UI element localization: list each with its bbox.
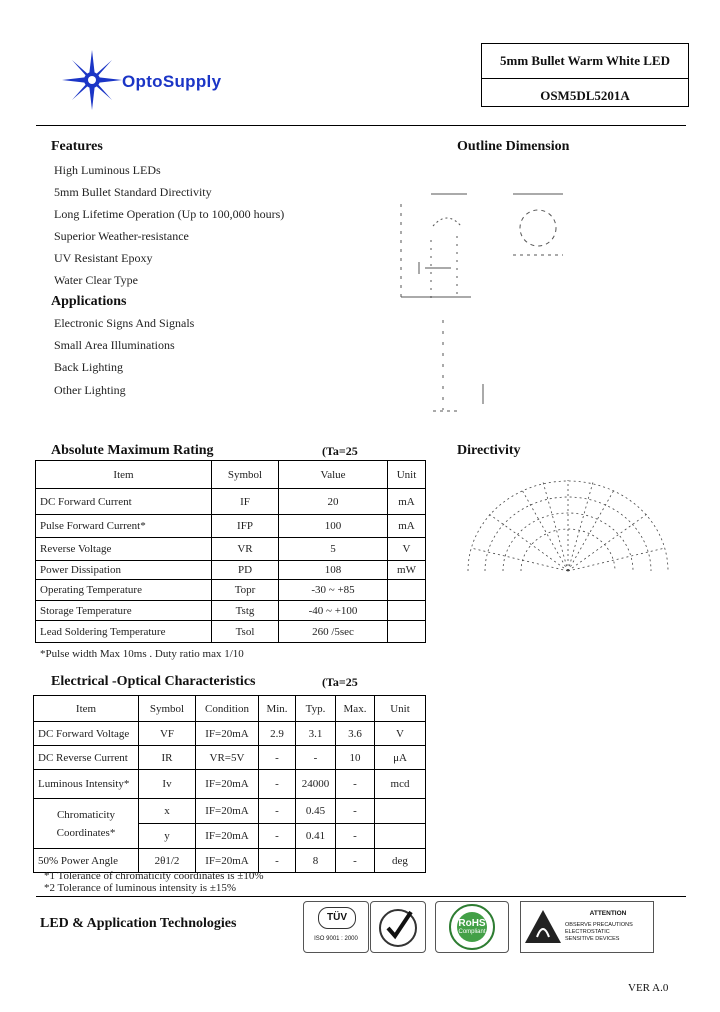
eo-note: *2 Tolerance of luminous intensity is ±15% (44, 882, 237, 894)
attention-line: ELECTROSTATIC (565, 929, 610, 935)
cell-value: 100 (279, 515, 388, 538)
table-row (36, 538, 426, 561)
cell-value: 5 (279, 538, 388, 561)
cell-unit: mcd (375, 770, 426, 799)
application-item: Other Lighting (54, 383, 126, 397)
title-box (481, 43, 689, 107)
feature-item: Water Clear Type (54, 273, 138, 287)
cell-min: 2.9 (259, 722, 296, 746)
feature-item: High Luminous LEDs (54, 163, 161, 177)
cell-unit (375, 824, 426, 849)
cell-max: - (336, 849, 375, 873)
application-item: Small Area Illuminations (54, 338, 175, 352)
col-header: Typ. (296, 696, 336, 722)
optosupply-star-icon (60, 48, 124, 112)
cell-condition: IF=20mA (196, 849, 259, 873)
cell-condition: IF=20mA (196, 799, 259, 824)
header-divider (36, 125, 686, 126)
table-row (34, 746, 426, 770)
col-header: Condition (196, 696, 259, 722)
abs-max-table (35, 460, 426, 643)
col-header: Max. (336, 696, 375, 722)
table-row (34, 722, 426, 746)
cell-max: - (336, 824, 375, 849)
cell-symbol: Iv (139, 770, 196, 799)
eo-table (33, 695, 426, 873)
esd-attention-badge (520, 901, 654, 953)
table-row (36, 561, 426, 580)
eo-heading: Electrical -Optical Characteristics (51, 674, 256, 689)
feature-item: Long Lifetime Operation (Up to 100,000 hours) (54, 207, 285, 221)
version-label: VER A.0 (628, 982, 669, 994)
table-row (36, 515, 426, 538)
cell-item-line: Chromaticity (56, 808, 116, 821)
cell-unit: mW (388, 561, 426, 580)
feature-item: Superior Weather-resistance (54, 229, 189, 243)
brand-name: OptoSupply (122, 72, 222, 91)
cell-max: 10 (336, 746, 375, 770)
esd-warning-icon (523, 907, 563, 947)
cell-typ: 3.1 (296, 722, 336, 746)
cell-item: Operating Temperature (36, 580, 212, 601)
feature-item: 5mm Bullet Standard Directivity (54, 185, 212, 199)
rohs-label: RoHS (458, 918, 486, 929)
cell-condition: VR=5V (196, 746, 259, 770)
footer-divider (36, 896, 686, 897)
cell-value: 20 (279, 489, 388, 515)
cell-unit (388, 621, 426, 643)
product-title: 5mm Bullet Warm White LED (500, 53, 670, 68)
cell-item: DC Forward Current (36, 489, 212, 515)
col-header: Symbol (212, 461, 279, 489)
application-item: Back Lighting (54, 360, 123, 374)
cell-unit: mA (388, 489, 426, 515)
outline-dimension-drawing (395, 180, 595, 420)
cell-symbol: VR (212, 538, 279, 561)
directivity-heading: Directivity (457, 443, 521, 458)
table-row (36, 489, 426, 515)
cell-unit: μA (375, 746, 426, 770)
cell-unit (388, 601, 426, 621)
abs-max-condition: (Ta=25 (322, 444, 358, 458)
cell-item-line: Coordinates* (56, 826, 116, 839)
abs-max-note: *Pulse width Max 10ms . Duty ratio max 1/10 (40, 648, 244, 660)
cell-typ: - (296, 746, 336, 770)
cell-item: Reverse Voltage (36, 538, 212, 561)
cell-unit (388, 580, 426, 601)
cell-condition: IF=20mA (196, 770, 259, 799)
col-header: Item (34, 696, 139, 722)
cell-typ: 8 (296, 849, 336, 873)
quality-circle-badge (370, 901, 426, 953)
application-item: Electronic Signs And Signals (54, 316, 195, 330)
cell-item: 50% Power Angle (34, 849, 139, 873)
applications-heading: Applications (51, 294, 127, 309)
col-header: Symbol (139, 696, 196, 722)
table-row (34, 849, 426, 873)
cell-symbol: VF (139, 722, 196, 746)
col-header: Unit (388, 461, 426, 489)
cell-typ: 0.45 (296, 799, 336, 824)
cell-value: -30 ~ +85 (279, 580, 388, 601)
company-name: LED & Application Technologies (40, 916, 237, 931)
cell-symbol: IR (139, 746, 196, 770)
features-heading: Features (51, 139, 103, 154)
abs-max-heading: Absolute Maximum Rating (51, 443, 214, 458)
cell-max: - (336, 770, 375, 799)
eo-note: *1 Tolerance of chromaticity coordinates is ±10% (44, 870, 264, 882)
iso-label: ISO 9001 : 2000 (314, 936, 358, 942)
tuv-iso-badge (303, 901, 369, 953)
cell-unit: V (388, 538, 426, 561)
cell-item: Power Dissipation (36, 561, 212, 580)
directivity-radiation-diagram (463, 476, 673, 576)
cell-unit (375, 799, 426, 824)
cell-item: Luminous Intensity* (34, 770, 139, 799)
table-row (36, 621, 426, 643)
cell-item (34, 799, 139, 849)
cell-min: - (259, 770, 296, 799)
cell-value: -40 ~ +100 (279, 601, 388, 621)
cell-max: - (336, 799, 375, 824)
table-row (36, 601, 426, 621)
table-row (34, 770, 426, 799)
cell-symbol: IFP (212, 515, 279, 538)
cell-symbol: IF (212, 489, 279, 515)
cell-min: - (259, 799, 296, 824)
cell-unit: V (375, 722, 426, 746)
cell-min: - (259, 849, 296, 873)
cell-unit: mA (388, 515, 426, 538)
cell-typ: 0.41 (296, 824, 336, 849)
cell-item: DC Forward Voltage (34, 722, 139, 746)
cell-symbol: PD (212, 561, 279, 580)
cell-symbol: 2θ1/2 (139, 849, 196, 873)
logo (60, 48, 280, 112)
cell-unit: deg (375, 849, 426, 873)
cell-item: Pulse Forward Current* (36, 515, 212, 538)
table-row (36, 580, 426, 601)
col-header: Min. (259, 696, 296, 722)
tuv-mark: TÜV (318, 907, 356, 929)
cell-item: DC Reverse Current (34, 746, 139, 770)
attention-line: SENSITIVE DEVICES (565, 936, 620, 942)
cell-typ: 24000 (296, 770, 336, 799)
rohs-compliant-label: Compliant (458, 929, 486, 935)
cell-symbol: x (139, 799, 196, 824)
cell-symbol: Tsol (212, 621, 279, 643)
cell-symbol: Tstg (212, 601, 279, 621)
col-header: Unit (375, 696, 426, 722)
cell-symbol: Topr (212, 580, 279, 601)
attention-line: OBSERVE PRECAUTIONS (565, 922, 633, 928)
cell-condition: IF=20mA (196, 722, 259, 746)
attention-title: ATTENTION (589, 910, 627, 917)
rohs-badge (435, 901, 509, 953)
eo-condition: (Ta=25 (322, 675, 358, 689)
part-number: OSM5DL5201A (540, 88, 630, 103)
table-row (34, 799, 426, 824)
cell-min: - (259, 824, 296, 849)
cell-condition: IF=20mA (196, 824, 259, 849)
cell-value: 260 /5sec (279, 621, 388, 643)
cell-item: Lead Soldering Temperature (36, 621, 212, 643)
cell-symbol: y (139, 824, 196, 849)
cell-max: 3.6 (336, 722, 375, 746)
feature-item: UV Resistant Epoxy (54, 251, 153, 265)
cell-item: Storage Temperature (36, 601, 212, 621)
col-header: Item (36, 461, 212, 489)
outline-heading: Outline Dimension (457, 139, 570, 154)
col-header: Value (279, 461, 388, 489)
checkmark-seal-icon (371, 902, 425, 952)
cell-min: - (259, 746, 296, 770)
cell-value: 108 (279, 561, 388, 580)
